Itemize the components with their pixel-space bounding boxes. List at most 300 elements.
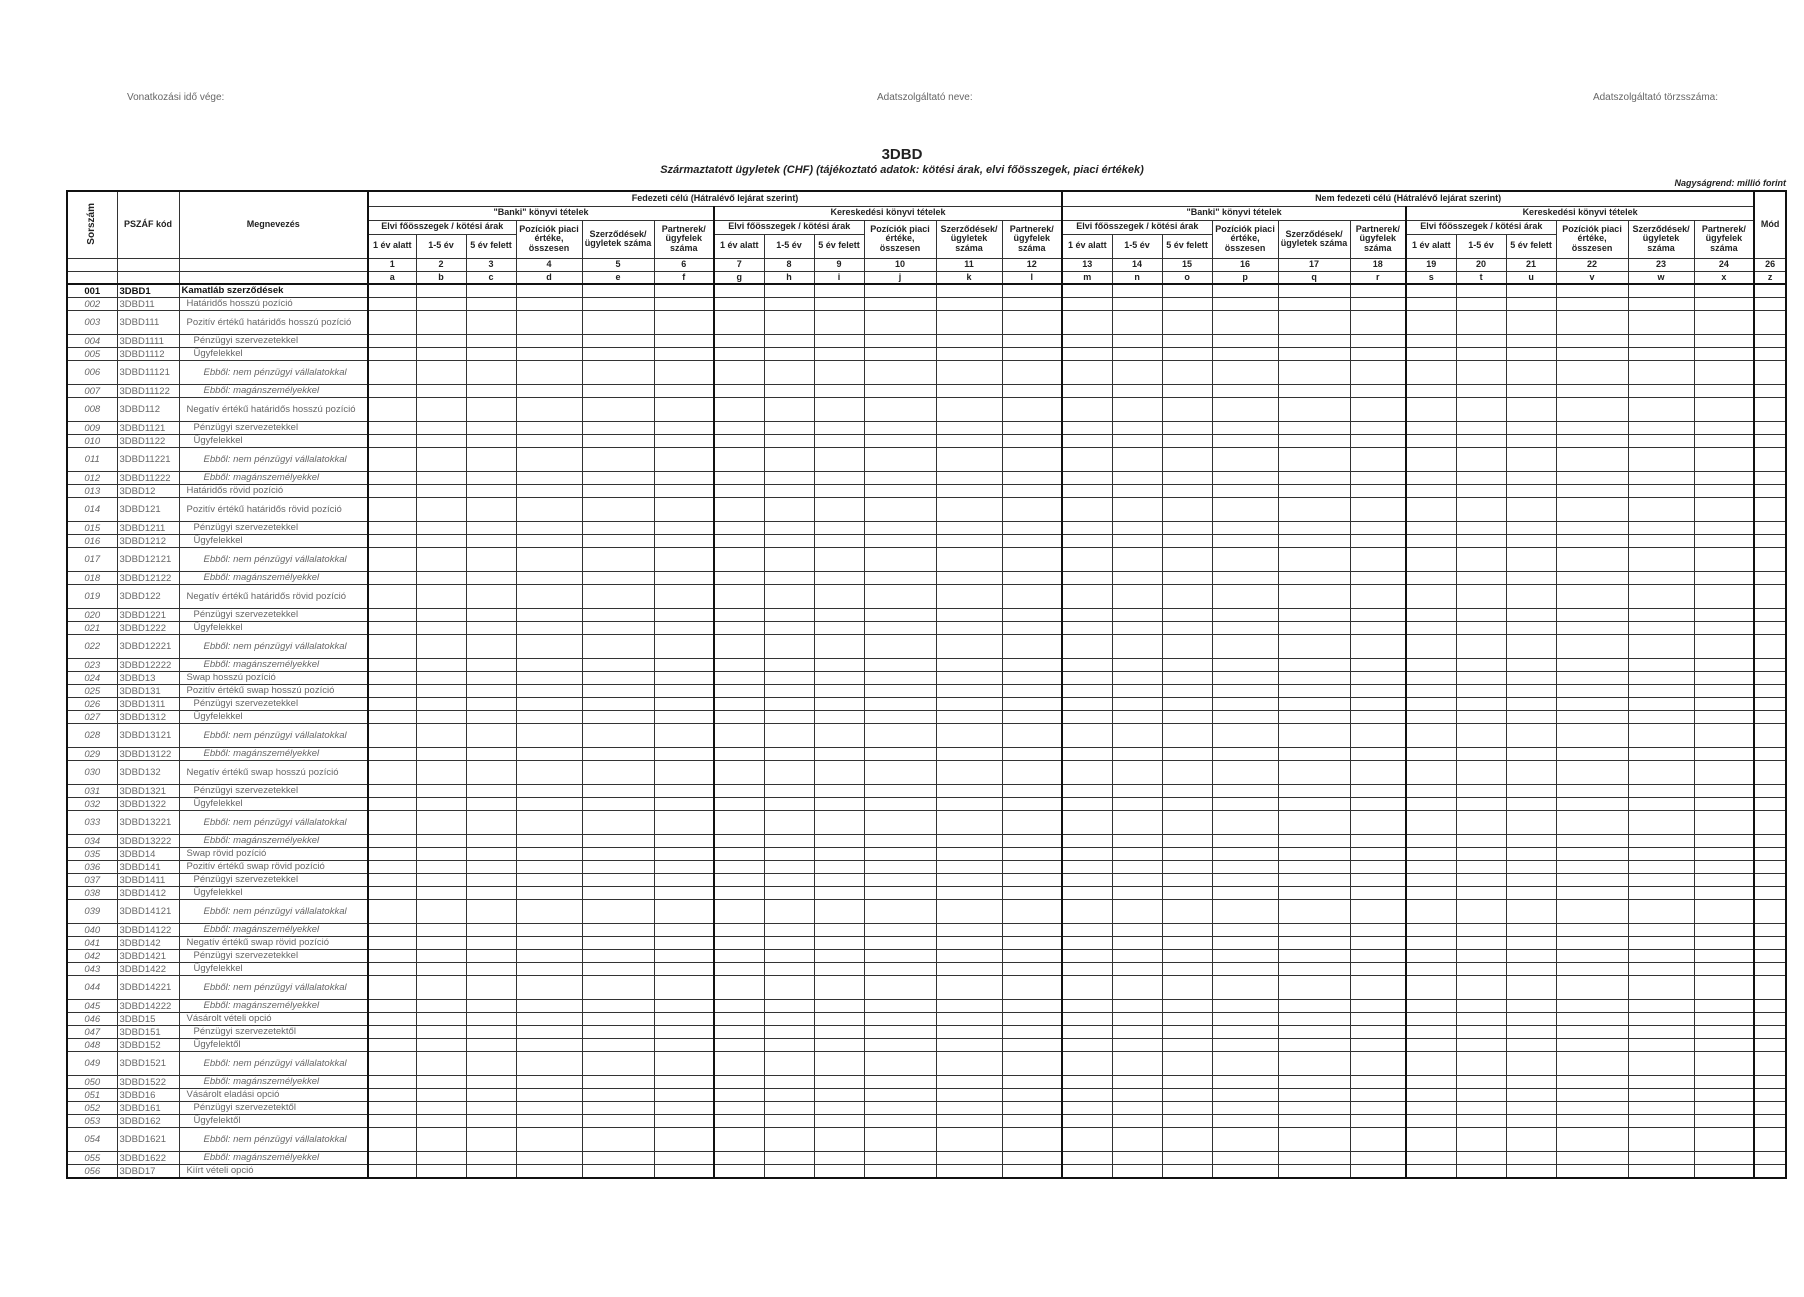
data-cell[interactable] [936, 1000, 1002, 1013]
data-cell[interactable] [1694, 398, 1754, 422]
data-cell[interactable] [582, 472, 654, 485]
data-cell[interactable] [1628, 361, 1694, 385]
data-cell[interactable] [368, 348, 416, 361]
data-cell[interactable] [1162, 848, 1212, 861]
data-cell[interactable] [1754, 1013, 1786, 1026]
data-cell[interactable] [466, 522, 516, 535]
data-cell[interactable] [582, 711, 654, 724]
data-cell[interactable] [1406, 976, 1456, 1000]
data-cell[interactable] [1162, 1000, 1212, 1013]
data-cell[interactable] [368, 385, 416, 398]
data-cell[interactable] [714, 900, 764, 924]
data-cell[interactable] [1112, 635, 1162, 659]
data-cell[interactable] [1754, 422, 1786, 435]
data-cell[interactable] [1350, 335, 1406, 348]
data-cell[interactable] [814, 335, 864, 348]
data-cell[interactable] [1212, 609, 1278, 622]
data-cell[interactable] [1754, 900, 1786, 924]
data-cell[interactable] [864, 724, 936, 748]
data-cell[interactable] [416, 785, 466, 798]
data-cell[interactable] [764, 435, 814, 448]
data-cell[interactable] [1754, 335, 1786, 348]
data-cell[interactable] [814, 950, 864, 963]
data-cell[interactable] [764, 976, 814, 1000]
data-cell[interactable] [814, 535, 864, 548]
data-cell[interactable] [654, 874, 714, 887]
data-cell[interactable] [714, 1000, 764, 1013]
data-cell[interactable] [1278, 1165, 1350, 1179]
data-cell[interactable] [1628, 659, 1694, 672]
data-cell[interactable] [1406, 685, 1456, 698]
data-cell[interactable] [1112, 1152, 1162, 1165]
data-cell[interactable] [1162, 298, 1212, 311]
data-cell[interactable] [1406, 698, 1456, 711]
data-cell[interactable] [582, 1165, 654, 1179]
data-cell[interactable] [1556, 1052, 1628, 1076]
data-cell[interactable] [1112, 535, 1162, 548]
data-cell[interactable] [368, 811, 416, 835]
data-cell[interactable] [1456, 622, 1506, 635]
data-cell[interactable] [1350, 635, 1406, 659]
data-cell[interactable] [654, 535, 714, 548]
data-cell[interactable] [1456, 535, 1506, 548]
data-cell[interactable] [814, 1165, 864, 1179]
data-cell[interactable] [654, 622, 714, 635]
data-cell[interactable] [1556, 422, 1628, 435]
data-cell[interactable] [1628, 635, 1694, 659]
data-cell[interactable] [466, 1026, 516, 1039]
data-cell[interactable] [516, 1000, 582, 1013]
data-cell[interactable] [1162, 1013, 1212, 1026]
data-cell[interactable] [764, 448, 814, 472]
data-cell[interactable] [814, 724, 864, 748]
data-cell[interactable] [516, 298, 582, 311]
data-cell[interactable] [1002, 1076, 1062, 1089]
data-cell[interactable] [1162, 963, 1212, 976]
data-cell[interactable] [368, 900, 416, 924]
data-cell[interactable] [1456, 635, 1506, 659]
data-cell[interactable] [1162, 572, 1212, 585]
data-cell[interactable] [1002, 761, 1062, 785]
data-cell[interactable] [864, 937, 936, 950]
data-cell[interactable] [416, 361, 466, 385]
data-cell[interactable] [416, 1026, 466, 1039]
data-cell[interactable] [1754, 1000, 1786, 1013]
data-cell[interactable] [1406, 609, 1456, 622]
data-cell[interactable] [1406, 1052, 1456, 1076]
data-cell[interactable] [1112, 937, 1162, 950]
data-cell[interactable] [1406, 963, 1456, 976]
data-cell[interactable] [368, 635, 416, 659]
data-cell[interactable] [1350, 1039, 1406, 1052]
data-cell[interactable] [936, 1013, 1002, 1026]
data-cell[interactable] [936, 861, 1002, 874]
data-cell[interactable] [516, 1152, 582, 1165]
data-cell[interactable] [1406, 672, 1456, 685]
data-cell[interactable] [936, 622, 1002, 635]
data-cell[interactable] [1456, 1013, 1506, 1026]
data-cell[interactable] [864, 963, 936, 976]
data-cell[interactable] [1002, 1000, 1062, 1013]
data-cell[interactable] [814, 785, 864, 798]
data-cell[interactable] [1278, 761, 1350, 785]
data-cell[interactable] [416, 1039, 466, 1052]
data-cell[interactable] [764, 1102, 814, 1115]
data-cell[interactable] [1754, 848, 1786, 861]
data-cell[interactable] [714, 924, 764, 937]
data-cell[interactable] [1062, 835, 1112, 848]
data-cell[interactable] [1506, 1128, 1556, 1152]
data-cell[interactable] [764, 572, 814, 585]
data-cell[interactable] [582, 724, 654, 748]
data-cell[interactable] [936, 785, 1002, 798]
data-cell[interactable] [1694, 685, 1754, 698]
data-cell[interactable] [1628, 1052, 1694, 1076]
data-cell[interactable] [1628, 472, 1694, 485]
data-cell[interactable] [1002, 348, 1062, 361]
data-cell[interactable] [1162, 535, 1212, 548]
data-cell[interactable] [416, 298, 466, 311]
data-cell[interactable] [1062, 485, 1112, 498]
data-cell[interactable] [714, 874, 764, 887]
data-cell[interactable] [1350, 724, 1406, 748]
data-cell[interactable] [582, 1128, 654, 1152]
data-cell[interactable] [1112, 1089, 1162, 1102]
data-cell[interactable] [1406, 1115, 1456, 1128]
data-cell[interactable] [764, 1152, 814, 1165]
data-cell[interactable] [1350, 1128, 1406, 1152]
data-cell[interactable] [654, 887, 714, 900]
data-cell[interactable] [1278, 659, 1350, 672]
data-cell[interactable] [1112, 748, 1162, 761]
data-cell[interactable] [1556, 937, 1628, 950]
data-cell[interactable] [1406, 1165, 1456, 1179]
data-cell[interactable] [654, 724, 714, 748]
data-cell[interactable] [466, 422, 516, 435]
data-cell[interactable] [654, 711, 714, 724]
data-cell[interactable] [416, 724, 466, 748]
data-cell[interactable] [368, 609, 416, 622]
data-cell[interactable] [936, 498, 1002, 522]
data-cell[interactable] [936, 724, 1002, 748]
data-cell[interactable] [1062, 398, 1112, 422]
data-cell[interactable] [1506, 548, 1556, 572]
data-cell[interactable] [1350, 1000, 1406, 1013]
data-cell[interactable] [1212, 1039, 1278, 1052]
data-cell[interactable] [1162, 900, 1212, 924]
data-cell[interactable] [516, 1102, 582, 1115]
data-cell[interactable] [1506, 535, 1556, 548]
data-cell[interactable] [466, 1052, 516, 1076]
data-cell[interactable] [1002, 861, 1062, 874]
data-cell[interactable] [1278, 976, 1350, 1000]
data-cell[interactable] [1406, 924, 1456, 937]
data-cell[interactable] [936, 1165, 1002, 1179]
data-cell[interactable] [714, 685, 764, 698]
data-cell[interactable] [466, 448, 516, 472]
data-cell[interactable] [1278, 937, 1350, 950]
data-cell[interactable] [654, 1102, 714, 1115]
data-cell[interactable] [368, 622, 416, 635]
data-cell[interactable] [1628, 685, 1694, 698]
data-cell[interactable] [1754, 498, 1786, 522]
data-cell[interactable] [1278, 711, 1350, 724]
data-cell[interactable] [654, 572, 714, 585]
data-cell[interactable] [1002, 924, 1062, 937]
data-cell[interactable] [814, 622, 864, 635]
data-cell[interactable] [416, 1128, 466, 1152]
data-cell[interactable] [1350, 622, 1406, 635]
data-cell[interactable] [368, 711, 416, 724]
data-cell[interactable] [1506, 963, 1556, 976]
data-cell[interactable] [1112, 472, 1162, 485]
data-cell[interactable] [416, 748, 466, 761]
data-cell[interactable] [1350, 811, 1406, 835]
data-cell[interactable] [654, 798, 714, 811]
data-cell[interactable] [1112, 811, 1162, 835]
data-cell[interactable] [1694, 435, 1754, 448]
data-cell[interactable] [654, 1026, 714, 1039]
data-cell[interactable] [1694, 1128, 1754, 1152]
data-cell[interactable] [936, 1076, 1002, 1089]
data-cell[interactable] [764, 1013, 814, 1026]
data-cell[interactable] [814, 887, 864, 900]
data-cell[interactable] [1350, 585, 1406, 609]
data-cell[interactable] [1112, 698, 1162, 711]
data-cell[interactable] [368, 698, 416, 711]
data-cell[interactable] [1162, 761, 1212, 785]
data-cell[interactable] [1556, 284, 1628, 298]
data-cell[interactable] [1694, 950, 1754, 963]
data-cell[interactable] [1628, 1000, 1694, 1013]
data-cell[interactable] [516, 685, 582, 698]
data-cell[interactable] [1754, 398, 1786, 422]
data-cell[interactable] [466, 585, 516, 609]
data-cell[interactable] [516, 785, 582, 798]
data-cell[interactable] [1278, 924, 1350, 937]
data-cell[interactable] [1350, 1076, 1406, 1089]
data-cell[interactable] [1556, 874, 1628, 887]
data-cell[interactable] [1112, 963, 1162, 976]
data-cell[interactable] [582, 685, 654, 698]
data-cell[interactable] [1406, 585, 1456, 609]
data-cell[interactable] [864, 924, 936, 937]
data-cell[interactable] [1212, 861, 1278, 874]
data-cell[interactable] [936, 535, 1002, 548]
data-cell[interactable] [814, 1076, 864, 1089]
data-cell[interactable] [1556, 1165, 1628, 1179]
data-cell[interactable] [1162, 659, 1212, 672]
data-cell[interactable] [1506, 887, 1556, 900]
data-cell[interactable] [864, 385, 936, 398]
data-cell[interactable] [1002, 798, 1062, 811]
data-cell[interactable] [1628, 861, 1694, 874]
data-cell[interactable] [1556, 724, 1628, 748]
data-cell[interactable] [368, 1039, 416, 1052]
data-cell[interactable] [1456, 1165, 1506, 1179]
data-cell[interactable] [1350, 1102, 1406, 1115]
data-cell[interactable] [1062, 361, 1112, 385]
data-cell[interactable] [1062, 1152, 1112, 1165]
data-cell[interactable] [864, 698, 936, 711]
data-cell[interactable] [1212, 1165, 1278, 1179]
data-cell[interactable] [1162, 311, 1212, 335]
data-cell[interactable] [1406, 448, 1456, 472]
data-cell[interactable] [1754, 635, 1786, 659]
data-cell[interactable] [764, 1039, 814, 1052]
data-cell[interactable] [1754, 874, 1786, 887]
data-cell[interactable] [1112, 924, 1162, 937]
data-cell[interactable] [1506, 311, 1556, 335]
data-cell[interactable] [936, 548, 1002, 572]
data-cell[interactable] [764, 1089, 814, 1102]
data-cell[interactable] [416, 1013, 466, 1026]
data-cell[interactable] [1406, 335, 1456, 348]
data-cell[interactable] [1628, 963, 1694, 976]
data-cell[interactable] [368, 1013, 416, 1026]
data-cell[interactable] [1456, 298, 1506, 311]
data-cell[interactable] [936, 472, 1002, 485]
data-cell[interactable] [1278, 348, 1350, 361]
data-cell[interactable] [1162, 937, 1212, 950]
data-cell[interactable] [764, 659, 814, 672]
data-cell[interactable] [1112, 950, 1162, 963]
data-cell[interactable] [864, 1076, 936, 1089]
data-cell[interactable] [1278, 485, 1350, 498]
data-cell[interactable] [1628, 785, 1694, 798]
data-cell[interactable] [1456, 711, 1506, 724]
data-cell[interactable] [1694, 385, 1754, 398]
data-cell[interactable] [936, 811, 1002, 835]
data-cell[interactable] [368, 659, 416, 672]
data-cell[interactable] [416, 448, 466, 472]
data-cell[interactable] [814, 635, 864, 659]
data-cell[interactable] [1278, 950, 1350, 963]
data-cell[interactable] [1212, 761, 1278, 785]
data-cell[interactable] [764, 724, 814, 748]
data-cell[interactable] [582, 585, 654, 609]
data-cell[interactable] [466, 284, 516, 298]
data-cell[interactable] [466, 798, 516, 811]
data-cell[interactable] [764, 748, 814, 761]
data-cell[interactable] [582, 1102, 654, 1115]
data-cell[interactable] [368, 672, 416, 685]
data-cell[interactable] [1406, 435, 1456, 448]
data-cell[interactable] [1556, 1013, 1628, 1026]
data-cell[interactable] [416, 963, 466, 976]
data-cell[interactable] [516, 963, 582, 976]
data-cell[interactable] [516, 711, 582, 724]
data-cell[interactable] [1002, 572, 1062, 585]
data-cell[interactable] [368, 748, 416, 761]
data-cell[interactable] [654, 761, 714, 785]
data-cell[interactable] [1456, 1052, 1506, 1076]
data-cell[interactable] [714, 435, 764, 448]
data-cell[interactable] [1556, 1076, 1628, 1089]
data-cell[interactable] [764, 622, 814, 635]
data-cell[interactable] [1350, 385, 1406, 398]
data-cell[interactable] [764, 522, 814, 535]
data-cell[interactable] [1456, 335, 1506, 348]
data-cell[interactable] [1456, 548, 1506, 572]
data-cell[interactable] [1278, 385, 1350, 398]
data-cell[interactable] [1350, 798, 1406, 811]
data-cell[interactable] [936, 874, 1002, 887]
data-cell[interactable] [1628, 548, 1694, 572]
data-cell[interactable] [516, 1165, 582, 1179]
data-cell[interactable] [1162, 798, 1212, 811]
data-cell[interactable] [368, 298, 416, 311]
data-cell[interactable] [1278, 298, 1350, 311]
data-cell[interactable] [1694, 811, 1754, 835]
data-cell[interactable] [1112, 498, 1162, 522]
data-cell[interactable] [1112, 1128, 1162, 1152]
data-cell[interactable] [654, 785, 714, 798]
data-cell[interactable] [1694, 572, 1754, 585]
data-cell[interactable] [1212, 435, 1278, 448]
data-cell[interactable] [1456, 498, 1506, 522]
data-cell[interactable] [466, 635, 516, 659]
data-cell[interactable] [1062, 585, 1112, 609]
data-cell[interactable] [1112, 900, 1162, 924]
data-cell[interactable] [1062, 963, 1112, 976]
data-cell[interactable] [1754, 298, 1786, 311]
data-cell[interactable] [582, 335, 654, 348]
data-cell[interactable] [1556, 548, 1628, 572]
data-cell[interactable] [466, 335, 516, 348]
data-cell[interactable] [1628, 811, 1694, 835]
data-cell[interactable] [764, 535, 814, 548]
data-cell[interactable] [368, 548, 416, 572]
data-cell[interactable] [1556, 1089, 1628, 1102]
data-cell[interactable] [1456, 1115, 1506, 1128]
data-cell[interactable] [416, 1152, 466, 1165]
data-cell[interactable] [416, 422, 466, 435]
data-cell[interactable] [764, 585, 814, 609]
data-cell[interactable] [936, 1115, 1002, 1128]
data-cell[interactable] [1694, 848, 1754, 861]
data-cell[interactable] [1628, 522, 1694, 535]
data-cell[interactable] [1628, 1013, 1694, 1026]
data-cell[interactable] [1162, 435, 1212, 448]
data-cell[interactable] [582, 976, 654, 1000]
data-cell[interactable] [1406, 659, 1456, 672]
data-cell[interactable] [1556, 1128, 1628, 1152]
data-cell[interactable] [1506, 1076, 1556, 1089]
data-cell[interactable] [814, 1013, 864, 1026]
data-cell[interactable] [1002, 950, 1062, 963]
data-cell[interactable] [714, 1115, 764, 1128]
data-cell[interactable] [764, 698, 814, 711]
data-cell[interactable] [1628, 1076, 1694, 1089]
data-cell[interactable] [1350, 435, 1406, 448]
data-cell[interactable] [814, 385, 864, 398]
data-cell[interactable] [1754, 572, 1786, 585]
data-cell[interactable] [1062, 874, 1112, 887]
data-cell[interactable] [1350, 572, 1406, 585]
data-cell[interactable] [1112, 284, 1162, 298]
data-cell[interactable] [814, 659, 864, 672]
data-cell[interactable] [936, 311, 1002, 335]
data-cell[interactable] [1278, 1076, 1350, 1089]
data-cell[interactable] [1628, 798, 1694, 811]
data-cell[interactable] [936, 1128, 1002, 1152]
data-cell[interactable] [1278, 435, 1350, 448]
data-cell[interactable] [1556, 761, 1628, 785]
data-cell[interactable] [654, 937, 714, 950]
data-cell[interactable] [814, 422, 864, 435]
data-cell[interactable] [516, 698, 582, 711]
